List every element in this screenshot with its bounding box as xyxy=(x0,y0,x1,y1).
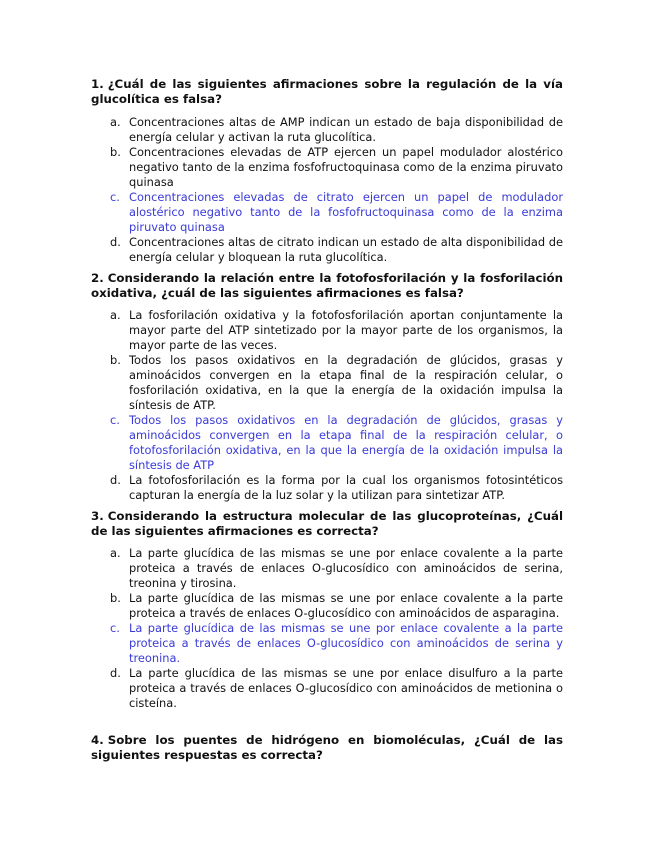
option-text: Concentraciones altas de AMP indican un estado de baja disponibilidad de energía celular y activan la ruta glucolítica. xyxy=(129,115,563,144)
option-1b xyxy=(91,145,563,190)
question-2-options xyxy=(91,308,563,503)
option-2d xyxy=(91,473,563,503)
question-number: 2. xyxy=(91,271,104,285)
option-3d xyxy=(91,666,563,711)
option-letter: c. xyxy=(110,190,120,204)
option-1a xyxy=(91,115,563,145)
option-1c-highlighted xyxy=(91,190,563,235)
option-text: La fotofosforilación es la forma por la cual los organismos fotosintéticos capturan la energía de la luz solar y la utilizan para sintetizar ATP. xyxy=(129,473,563,502)
option-3a xyxy=(91,546,563,591)
question-number: 4. xyxy=(91,733,104,747)
option-3c-highlighted xyxy=(91,621,563,666)
option-text: La parte glucídica de las mismas se une por enlace covalente a la parte proteica a través de enlaces O-glucosídico con aminoácidos de serina y treonina. xyxy=(129,621,563,665)
option-letter: d. xyxy=(110,235,121,249)
option-letter: b. xyxy=(110,353,121,367)
question-text: ¿Cuál de las siguientes afirmaciones sobre la regulación de la vía glucolítica es falsa? xyxy=(91,77,563,106)
option-letter: b. xyxy=(110,591,121,605)
question-1-heading xyxy=(91,77,563,107)
question-text: Sobre los puentes de hidrógeno en biomoléculas, ¿Cuál de las siguientes respuestas es correcta? xyxy=(91,733,563,762)
question-1-options xyxy=(91,115,563,265)
option-letter: d. xyxy=(110,473,121,487)
question-3-options xyxy=(91,546,563,711)
option-text: Concentraciones elevadas de citrato ejercen un papel de modulador alostérico negativo tanto de la fosfofructoquinasa como de la enzima piruvato quinasa xyxy=(129,190,563,234)
option-letter: c. xyxy=(110,621,120,635)
option-letter: d. xyxy=(110,666,121,680)
option-letter: b. xyxy=(110,145,121,159)
question-number: 1. xyxy=(91,77,104,91)
option-text: La parte glucídica de las mismas se une por enlace disulfuro a la parte proteica a través de enlaces O-glucosídico con aminoácidos de metionina o cisteína. xyxy=(129,666,563,710)
question-text: Considerando la relación entre la fotofosforilación y la fosforilación oxidativa, ¿cuál de las siguientes afirmaciones es falsa? xyxy=(91,271,563,300)
question-3-heading xyxy=(91,509,563,539)
question-4-heading xyxy=(91,733,563,763)
option-text: Concentraciones altas de citrato indican un estado de alta disponibilidad de energía celular y bloquean la ruta glucolítica. xyxy=(129,235,563,264)
option-2b xyxy=(91,353,563,413)
option-text: La fosforilación oxidativa y la fotofosforilación aportan conjuntamente la mayor parte del ATP sintetizado por la mayor parte de los organismos, la mayor parte de las veces. xyxy=(129,308,563,352)
option-text: La parte glucídica de las mismas se une por enlace covalente a la parte proteica a través de enlaces O-glucosídico con aminoácidos de asparagina. xyxy=(129,591,563,620)
option-2a xyxy=(91,308,563,353)
question-text: Considerando la estructura molecular de las glucoproteínas, ¿Cuál de las siguientes afirmaciones es correcta? xyxy=(91,509,563,538)
option-text: Todos los pasos oxidativos en la degradación de glúcidos, grasas y aminoácidos convergen en la etapa final de la respiración celular, o fosforilación oxidativa, en la que la energía de la oxidación impulsa la síntesis de ATP. xyxy=(129,353,563,412)
question-number: 3. xyxy=(91,509,104,523)
option-text: La parte glucídica de las mismas se une por enlace covalente a la parte proteica a través de enlaces O-glucosídico con aminoácidos de serina, treonina y tirosina. xyxy=(129,546,563,590)
option-1d xyxy=(91,235,563,265)
option-3b xyxy=(91,591,563,621)
option-text: Todos los pasos oxidativos en la degradación de glúcidos, grasas y aminoácidos convergen en la etapa final de la respiración celular, o fotofosforilación oxidativa, en la que la energía de la oxidación impulsa la síntesis de ATP xyxy=(129,413,563,472)
question-2-heading xyxy=(91,271,563,301)
option-text: Concentraciones elevadas de ATP ejercen un papel modulador alostérico negativo tanto de la enzima fosfofructoquinasa como de la enzima piruvato quinasa xyxy=(129,145,563,189)
option-letter: a. xyxy=(110,546,121,560)
option-2c-highlighted xyxy=(91,413,563,473)
option-letter: a. xyxy=(110,115,121,129)
option-letter: c. xyxy=(110,413,120,427)
option-letter: a. xyxy=(110,308,121,322)
